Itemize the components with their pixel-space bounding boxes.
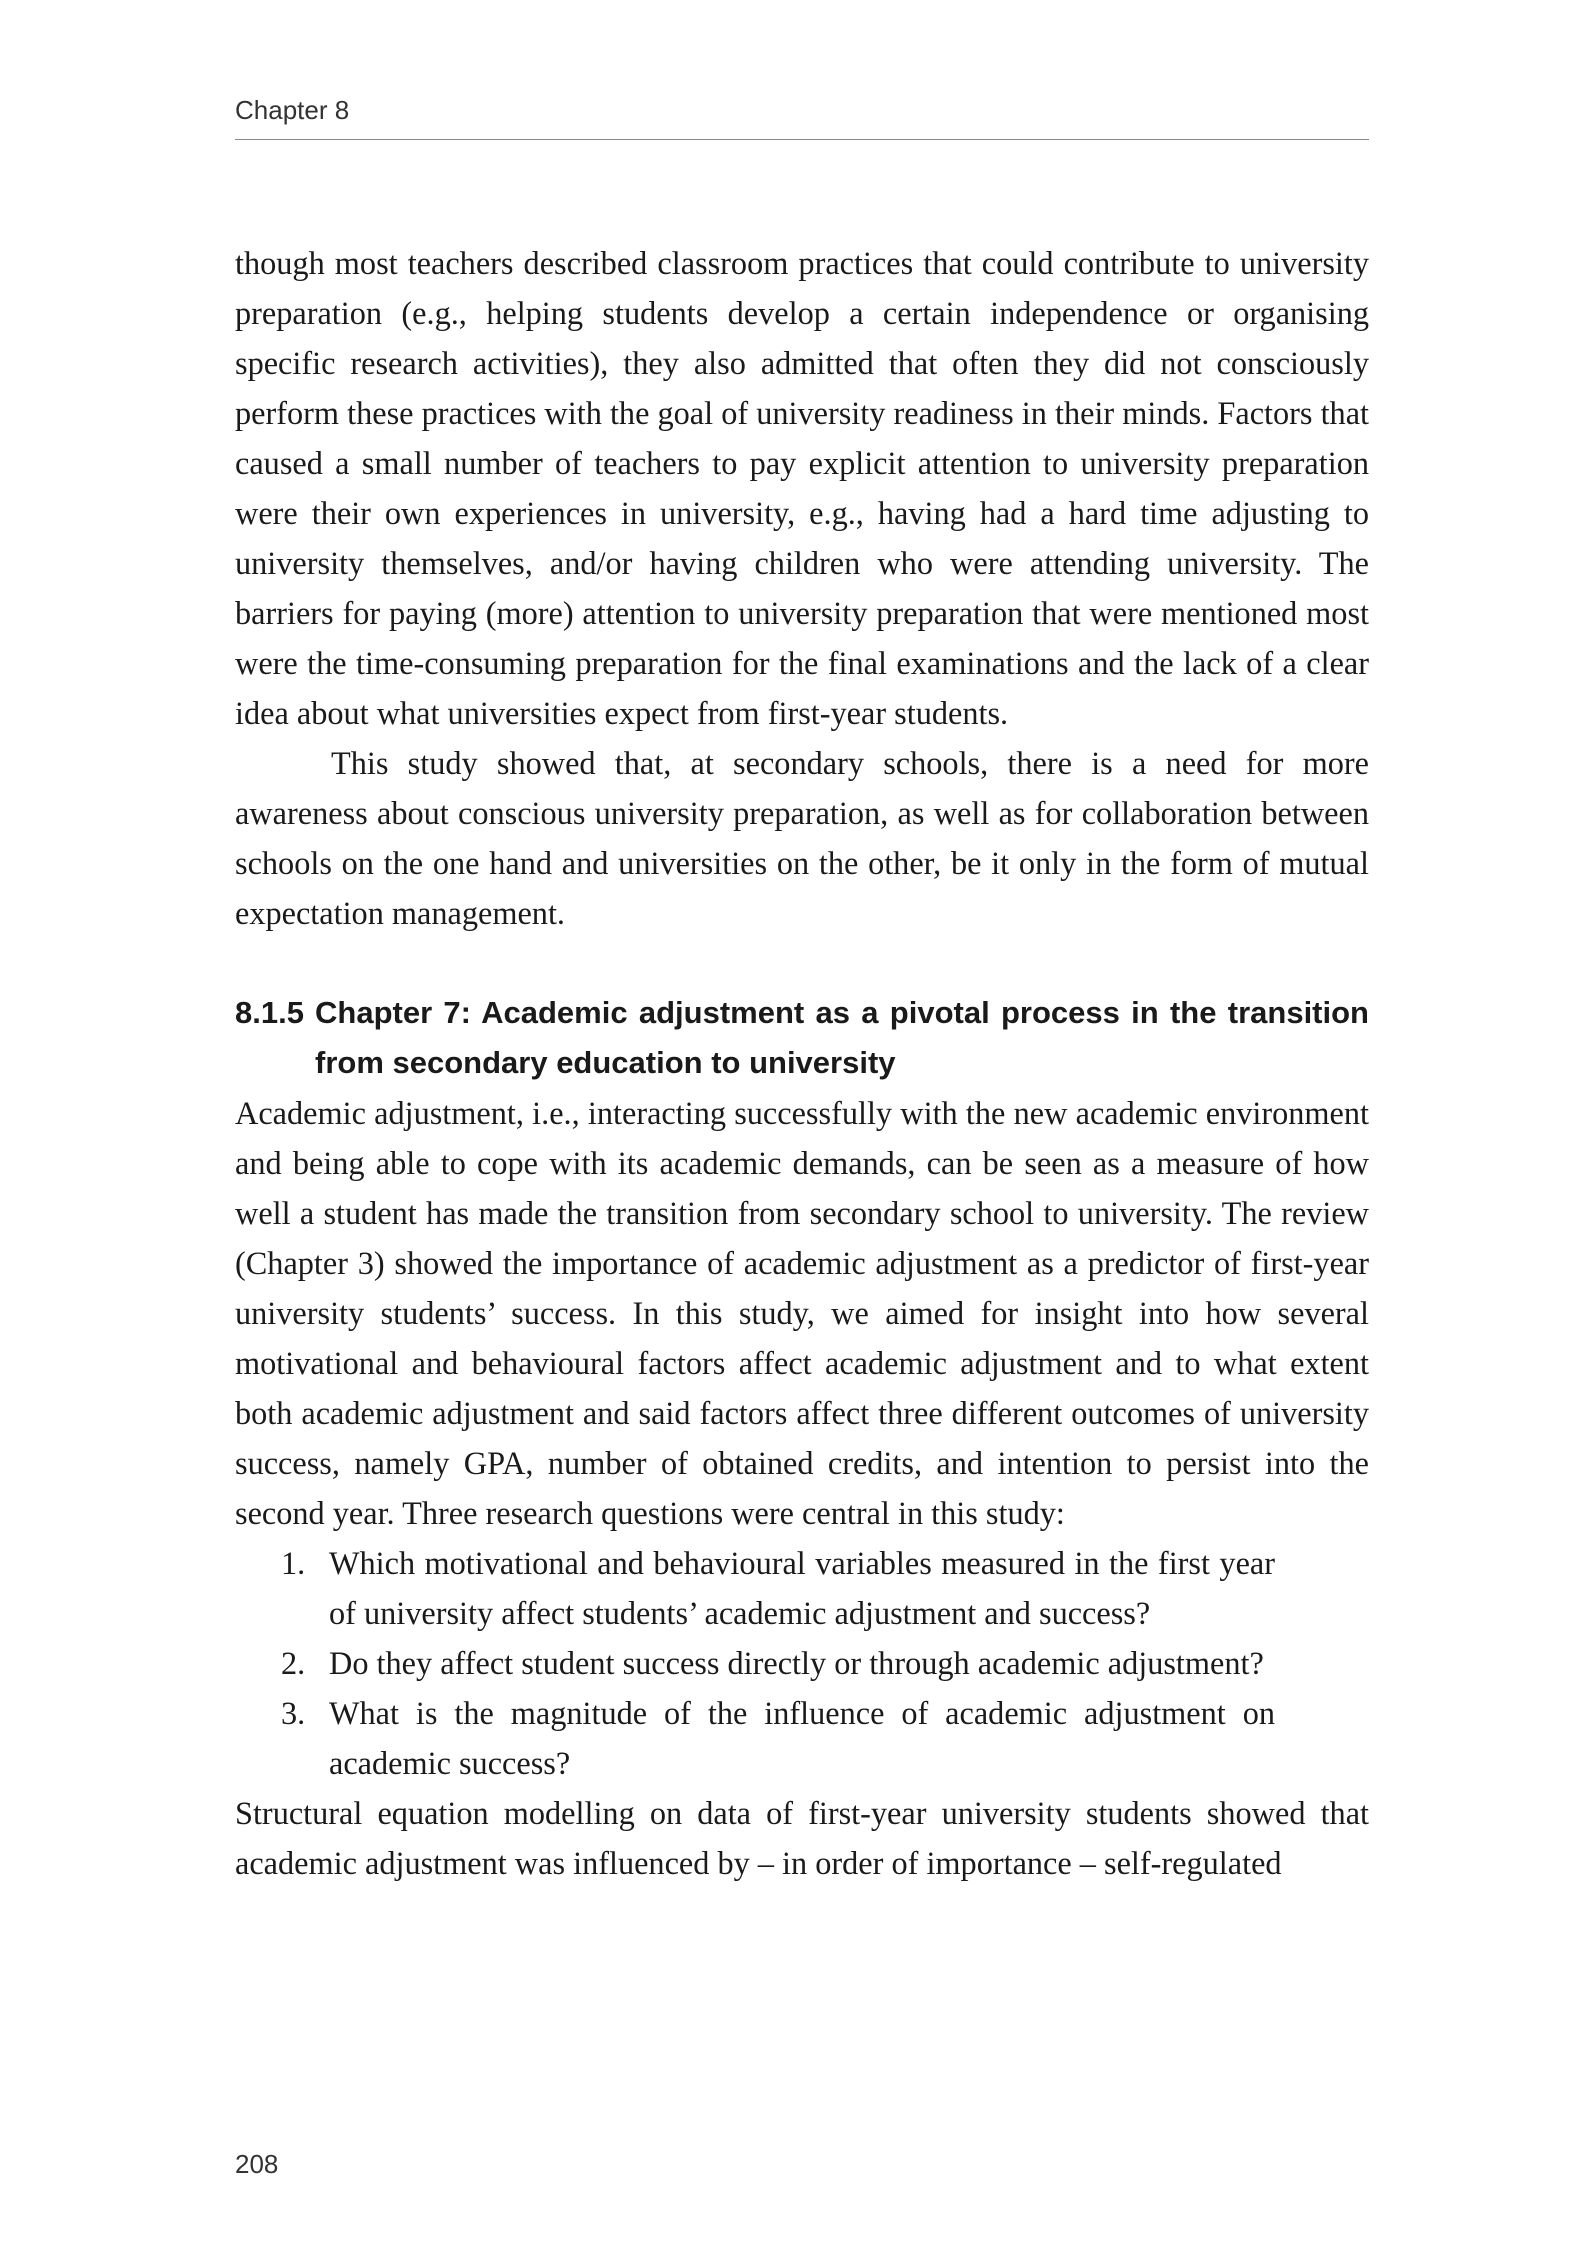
section-heading <box>235 988 1369 1088</box>
list-marker: 3. <box>281 1695 306 1731</box>
section-title: Chapter 7: Academic adjustment as a pivotal process in the transition from secondary education to university <box>315 995 1369 1080</box>
research-questions-list <box>235 1538 1369 1788</box>
list-item-text: What is the magnitude of the influence of academic adjustment on academic success? <box>329 1695 1275 1781</box>
list-item <box>235 1638 1369 1688</box>
list-item <box>235 1688 1369 1788</box>
list-marker: 2. <box>281 1645 306 1681</box>
list-item-text: Do they affect student success directly or through academic adjustment? <box>329 1645 1264 1681</box>
body-paragraph: This study showed that, at secondary schools, there is a need for more awareness about conscious university preparation, as well as for collaboration between schools on the one hand and universities on the other, be it only in the form of mutual expectation management. <box>235 745 1369 931</box>
running-header <box>235 92 1369 140</box>
page-body <box>235 238 1369 1888</box>
list-item-text: Which motivational and behavioural variables measured in the first year of university affect students’ academic adjustment and success? <box>329 1545 1275 1631</box>
body-paragraph: Structural equation modelling on data of first-year university students showed that academic adjustment was influenced by – in order of importance – self-regulated <box>235 1795 1369 1881</box>
body-paragraph: Academic adjustment, i.e., interacting successfully with the new academic environment and being able to cope with its academic demands, can be seen as a measure of how well a student has made the transition from secondary school to university. The review (Chapter 3) showed the importance of academic adjustment as a predictor of first-year university students’ success. In this study, we aimed for insight into how several motivational and behavioural factors affect academic adjustment and to what extent both academic adjustment and said factors affect three different outcomes of university success, namely GPA, number of obtained credits, and intention to persist into the second year. Three research questions were central in this study: <box>235 1095 1369 1531</box>
section-number: 8.1.5 <box>235 995 304 1030</box>
body-paragraph: though most teachers described classroom practices that could contribute to university preparation (e.g., helping students develop a certain independence or organising specific research activities), they also admitted that often they did not consciously perform these practices with the goal of university readiness in their minds. Factors that caused a small number of teachers to pay explicit attention to university preparation were their own experiences in university, e.g., having had a hard time adjusting to university themselves, and/or having children who were attending university. The barriers for paying (more) attention to university preparation that were mentioned most were the time-consuming preparation for the final examinations and the lack of a clear idea about what universities expect from first-year students. <box>235 245 1369 731</box>
page-number: 208 <box>235 2149 279 2179</box>
running-title: Chapter 8 <box>235 95 350 125</box>
list-item <box>235 1538 1369 1638</box>
list-marker: 1. <box>281 1545 306 1581</box>
